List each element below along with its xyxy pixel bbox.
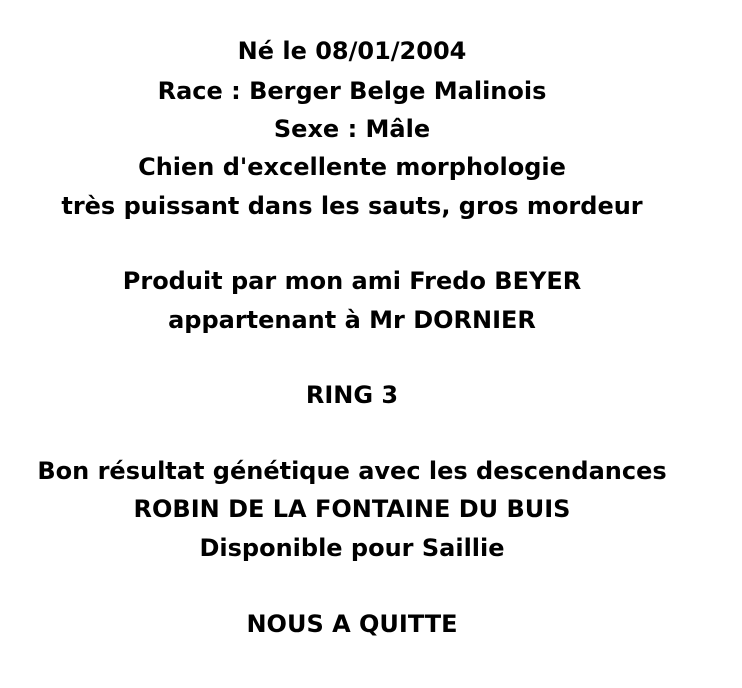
offspring-name-line: ROBIN DE LA FONTAINE DU BUIS <box>133 495 571 523</box>
genetics-line: Bon résultat génétique avec les descendances <box>37 457 667 485</box>
birth-date-line: Né le 08/01/2004 <box>237 37 467 65</box>
owner-line: appartenant à Mr DORNIER <box>168 306 536 334</box>
availability-line: Disponible pour Saillie <box>199 534 505 562</box>
morphology-line: Chien d'excellente morphologie <box>138 153 566 181</box>
breeder-line: Produit par mon ami Fredo BEYER <box>122 267 582 295</box>
passed-away-line: NOUS A QUITTE <box>246 610 458 638</box>
ring-level-line: RING 3 <box>305 381 399 409</box>
abilities-line: très puissant dans les sauts, gros mordeur <box>61 192 643 220</box>
sex-line: Sexe : Mâle <box>273 115 431 143</box>
breed-line: Race : Berger Belge Malinois <box>157 77 547 105</box>
